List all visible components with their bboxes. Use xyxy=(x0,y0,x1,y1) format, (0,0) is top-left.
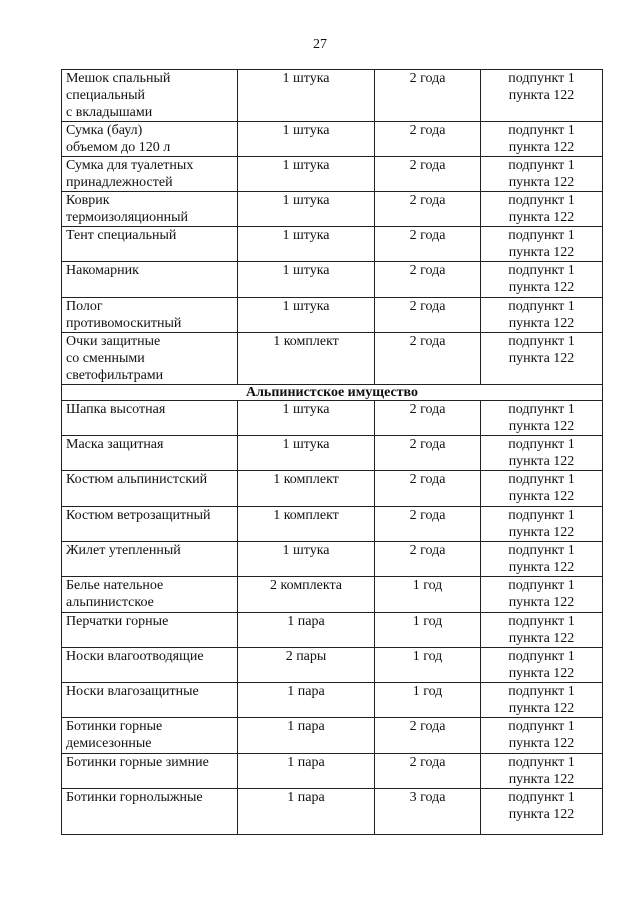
table-row xyxy=(62,718,603,754)
item-reference-cell: подпункт 1 пункта 122 xyxy=(481,577,603,613)
item-quantity-cell: 1 пара xyxy=(238,718,375,754)
item-name-cell: Сумка (баул) объемом до 120 л xyxy=(62,122,238,157)
item-term-cell: 2 года xyxy=(375,227,481,262)
item-reference-cell: подпункт 1 пункта 122 xyxy=(481,613,603,648)
table-row xyxy=(62,157,603,192)
item-reference-cell: подпункт 1 пункта 122 xyxy=(481,683,603,718)
table-row xyxy=(62,333,603,385)
item-quantity-cell: 1 пара xyxy=(238,683,375,718)
item-reference-cell: подпункт 1 пункта 122 xyxy=(481,542,603,577)
item-quantity-cell: 1 штука xyxy=(238,157,375,192)
item-quantity-cell: 1 комплект xyxy=(238,471,375,507)
item-name-cell: Костюм альпинистский xyxy=(62,471,238,507)
item-quantity-cell: 1 штука xyxy=(238,192,375,227)
item-name-cell: Мешок спальный специальный с вкладышами xyxy=(62,70,238,122)
table-row xyxy=(62,683,603,718)
item-quantity-cell: 1 штука xyxy=(238,122,375,157)
item-reference-cell: подпункт 1 пункта 122 xyxy=(481,70,603,122)
item-term-cell: 1 год xyxy=(375,613,481,648)
item-quantity-cell: 2 пары xyxy=(238,648,375,683)
table-row xyxy=(62,192,603,227)
table-row xyxy=(62,401,603,436)
table-row xyxy=(62,227,603,262)
section-title: Альпинистское имущество xyxy=(62,385,603,401)
item-reference-cell: подпункт 1 пункта 122 xyxy=(481,227,603,262)
item-term-cell: 3 года xyxy=(375,789,481,835)
table-row xyxy=(62,70,603,122)
table-row xyxy=(62,507,603,542)
item-quantity-cell: 1 пара xyxy=(238,789,375,835)
table-row xyxy=(62,754,603,789)
item-quantity-cell: 1 пара xyxy=(238,754,375,789)
item-reference-cell: подпункт 1 пункта 122 xyxy=(481,157,603,192)
item-quantity-cell: 1 штука xyxy=(238,70,375,122)
table-row xyxy=(62,471,603,507)
item-term-cell: 2 года xyxy=(375,436,481,471)
table-row xyxy=(62,436,603,471)
item-quantity-cell: 1 штука xyxy=(238,227,375,262)
item-name-cell: Перчатки горные xyxy=(62,613,238,648)
item-reference-cell: подпункт 1 пункта 122 xyxy=(481,401,603,436)
item-term-cell: 2 года xyxy=(375,70,481,122)
items-table xyxy=(61,69,603,835)
item-name-cell: Ботинки горные зимние xyxy=(62,754,238,789)
item-reference-cell: подпункт 1 пункта 122 xyxy=(481,648,603,683)
item-reference-cell: подпункт 1 пункта 122 xyxy=(481,754,603,789)
item-reference-cell: подпункт 1 пункта 122 xyxy=(481,507,603,542)
table-row xyxy=(62,648,603,683)
item-quantity-cell: 1 штука xyxy=(238,401,375,436)
section-row xyxy=(62,385,603,401)
page-number: 27 xyxy=(313,37,327,52)
item-name-cell: Ботинки горнолыжные xyxy=(62,789,238,835)
item-quantity-cell: 1 пара xyxy=(238,613,375,648)
table-row xyxy=(62,122,603,157)
item-reference-cell: подпункт 1 пункта 122 xyxy=(481,436,603,471)
table-row xyxy=(62,789,603,835)
item-term-cell: 2 года xyxy=(375,507,481,542)
item-reference-cell: подпункт 1 пункта 122 xyxy=(481,122,603,157)
item-term-cell: 1 год xyxy=(375,577,481,613)
item-name-cell: Носки влагозащитные xyxy=(62,683,238,718)
item-reference-cell: подпункт 1 пункта 122 xyxy=(481,298,603,333)
table-row xyxy=(62,613,603,648)
item-reference-cell: подпункт 1 пункта 122 xyxy=(481,718,603,754)
table-row xyxy=(62,298,603,333)
item-name-cell: Накомарник xyxy=(62,262,238,298)
item-quantity-cell: 2 комплекта xyxy=(238,577,375,613)
item-term-cell: 2 года xyxy=(375,401,481,436)
item-quantity-cell: 1 комплект xyxy=(238,333,375,385)
item-term-cell: 2 года xyxy=(375,718,481,754)
item-quantity-cell: 1 штука xyxy=(238,262,375,298)
item-term-cell: 2 года xyxy=(375,262,481,298)
item-quantity-cell: 1 штука xyxy=(238,436,375,471)
item-name-cell: Маска защитная xyxy=(62,436,238,471)
item-term-cell: 2 года xyxy=(375,122,481,157)
item-term-cell: 2 года xyxy=(375,333,481,385)
items-table-body xyxy=(62,70,603,835)
table-row xyxy=(62,262,603,298)
item-term-cell: 2 года xyxy=(375,298,481,333)
item-name-cell: Очки защитные со сменными светофильтрами xyxy=(62,333,238,385)
item-term-cell: 2 года xyxy=(375,542,481,577)
item-name-cell: Костюм ветрозащитный xyxy=(62,507,238,542)
item-term-cell: 1 год xyxy=(375,648,481,683)
item-quantity-cell: 1 штука xyxy=(238,542,375,577)
item-term-cell: 2 года xyxy=(375,754,481,789)
item-name-cell: Белье нательное альпинистское xyxy=(62,577,238,613)
item-name-cell: Жилет утепленный xyxy=(62,542,238,577)
item-term-cell: 2 года xyxy=(375,192,481,227)
table-row xyxy=(62,577,603,613)
item-name-cell: Ботинки горные демисезонные xyxy=(62,718,238,754)
item-name-cell: Сумка для туалетных принадлежностей xyxy=(62,157,238,192)
item-name-cell: Полог противомоскитный xyxy=(62,298,238,333)
item-term-cell: 2 года xyxy=(375,471,481,507)
item-term-cell: 2 года xyxy=(375,157,481,192)
item-quantity-cell: 1 штука xyxy=(238,298,375,333)
item-term-cell: 1 год xyxy=(375,683,481,718)
item-reference-cell: подпункт 1 пункта 122 xyxy=(481,471,603,507)
item-quantity-cell: 1 комплект xyxy=(238,507,375,542)
item-name-cell: Тент специальный xyxy=(62,227,238,262)
item-reference-cell: подпункт 1 пункта 122 xyxy=(481,262,603,298)
table-row xyxy=(62,542,603,577)
item-name-cell: Коврик термоизоляционный xyxy=(62,192,238,227)
item-name-cell: Шапка высотная xyxy=(62,401,238,436)
item-name-cell: Носки влагоотводящие xyxy=(62,648,238,683)
item-reference-cell: подпункт 1 пункта 122 xyxy=(481,192,603,227)
item-reference-cell: подпункт 1 пункта 122 xyxy=(481,789,603,835)
item-reference-cell: подпункт 1 пункта 122 xyxy=(481,333,603,385)
